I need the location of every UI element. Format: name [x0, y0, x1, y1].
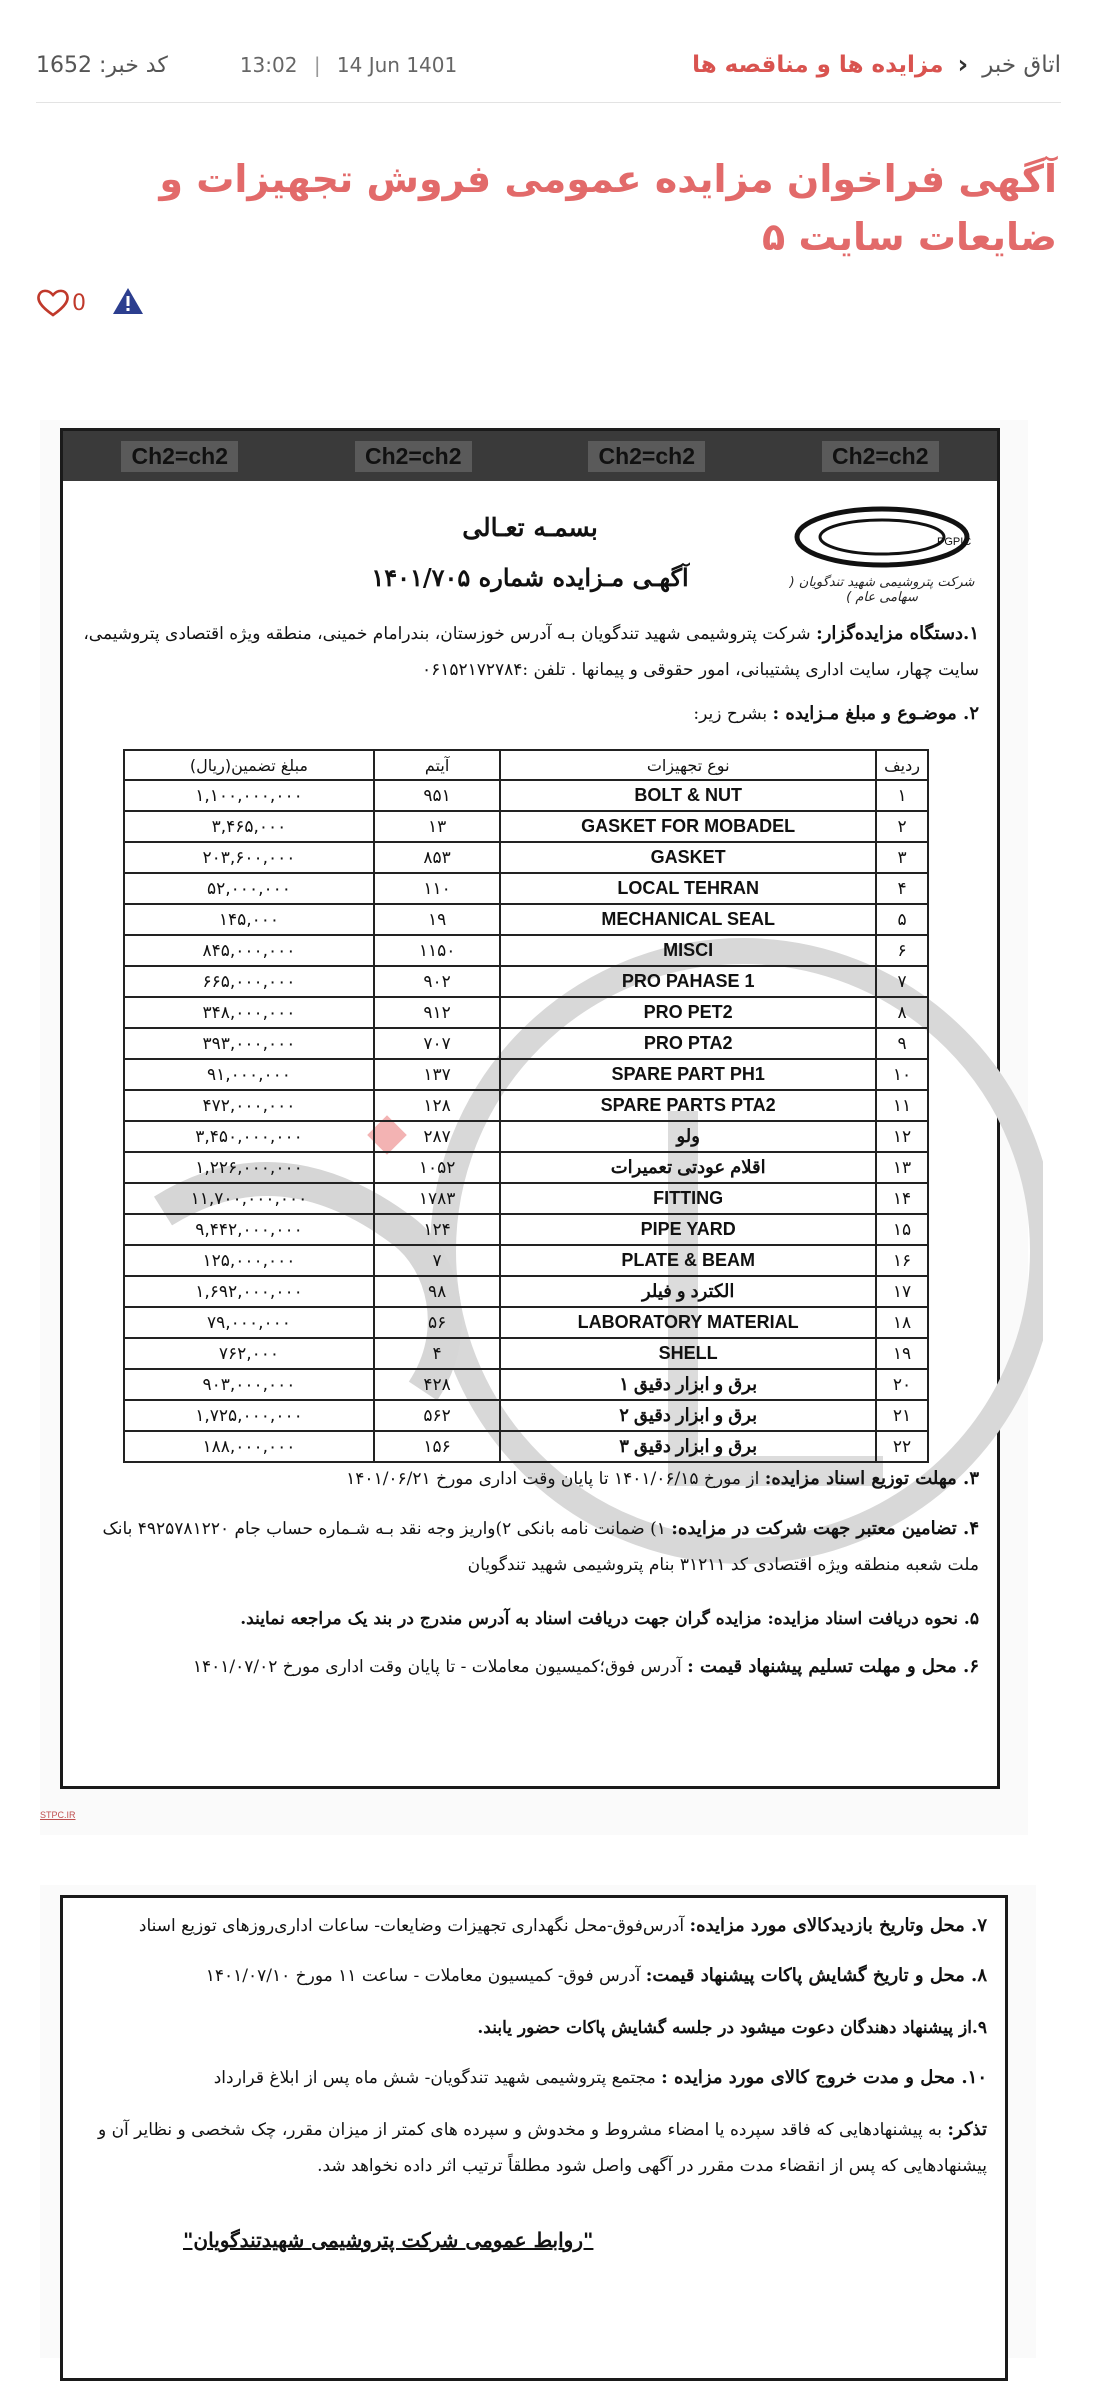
table-row	[124, 1121, 928, 1152]
item-count-cell: ۱۰۵۲	[374, 1152, 500, 1183]
clause-10-text: مجتمع پتروشیمی شهید تندگویان- شش ماه پس از ابلاغ قرارداد	[213, 2068, 662, 2088]
logo-abbr: PGPIC	[937, 536, 972, 548]
guarantee-amount-cell: ۱۱,۷۰۰,۰۰۰,۰۰۰	[124, 1183, 374, 1214]
report-button[interactable]	[112, 286, 144, 320]
item-count-cell: ۷۰۷	[374, 1028, 500, 1059]
signature: "روابط عمومی شرکت پتروشیمی شهیدتندگویان"	[183, 2228, 594, 2252]
news-id-value: 1652	[36, 52, 92, 78]
table-row	[124, 1090, 928, 1121]
guarantee-amount-cell: ۳۴۸,۰۰۰,۰۰۰	[124, 997, 374, 1028]
clause-8-label: ۸. محل و تاریخ گشایش پاکات پیشنهاد قیمت:	[645, 1965, 987, 1986]
basmala-heading: بسمـه تعـالی	[462, 513, 598, 542]
row-number-cell: ۱۵	[876, 1214, 928, 1245]
article-actions	[36, 286, 144, 320]
row-number-cell: ۱۰	[876, 1059, 928, 1090]
clause-1-label: ۱.دستگاه مزایده‌گزار:	[816, 623, 979, 644]
header-row-number: ردیف	[876, 750, 928, 780]
table-row	[124, 1214, 928, 1245]
document-frame	[60, 428, 1000, 1789]
header-guarantee-amount: مبلغ تضمین(ریال)	[124, 750, 374, 780]
guarantee-amount-cell: ۱,۷۲۵,۰۰۰,۰۰۰	[124, 1400, 374, 1431]
row-number-cell: ۱	[876, 780, 928, 811]
note-text: به پیشنهادهایی که فاقد سپرده یا امضاء مشروط و مخدوش و سپرده های کمتر از میزان مقرر، چک شخصی و نظایر آن و پیشنهادهایی که پس از انقضاء مدت مقرر در آگهی واصل شود مطلقاً ترتیب اثر داده نخواهد شد.	[97, 2120, 987, 2176]
article-title: آگهی فراخوان مزایده عمومی فروش تجهیزات و ضایعات سایت ۵	[159, 157, 1057, 259]
warning-icon	[112, 286, 144, 316]
clause-10	[81, 2060, 987, 2096]
item-count-cell: ۱۹	[374, 904, 500, 935]
equipment-name-cell: SPARE PARTS PTA2	[500, 1090, 876, 1121]
clause-8	[81, 1958, 987, 1994]
table-row	[124, 966, 928, 997]
items-table-wrap	[123, 749, 929, 1463]
equipment-name-cell: GASKET	[500, 842, 876, 873]
item-count-cell: ۹۱۲	[374, 997, 500, 1028]
row-number-cell: ۹	[876, 1028, 928, 1059]
clause-4-label: ۴. تضامین معتبر جهت شرکت در مزایده:	[671, 1518, 979, 1539]
equipment-name-cell: MISCI	[500, 935, 876, 966]
row-number-cell: ۶	[876, 935, 928, 966]
table-row	[124, 1338, 928, 1369]
equipment-name-cell: LOCAL TEHRAN	[500, 873, 876, 904]
guarantee-amount-cell: ۱,۱۰۰,۰۰۰,۰۰۰	[124, 780, 374, 811]
equipment-name-cell: BOLT & NUT	[500, 780, 876, 811]
items-table	[123, 749, 929, 1463]
equipment-name-cell: PIPE YARD	[500, 1214, 876, 1245]
row-number-cell: ۱۴	[876, 1183, 928, 1214]
row-number-cell: ۲۰	[876, 1369, 928, 1400]
item-count-cell: ۱۲۴	[374, 1214, 500, 1245]
clause-6-text: آدرس فوق؛کمیسیون معاملات - تا پایان وقت اداری مورخ ۱۴۰۱/۰۷/۰۲	[192, 1657, 688, 1677]
clause-7	[81, 1908, 987, 1944]
equipment-name-cell: LABORATORY MATERIAL	[500, 1307, 876, 1338]
clause-3-text: از مورخ ۱۴۰۱/۰۶/۱۵ تا پایان وقت اداری مورخ ۱۴۰۱/۰۶/۲۱	[346, 1469, 765, 1489]
table-row	[124, 935, 928, 966]
item-count-cell: ۴	[374, 1338, 500, 1369]
chevron-left-icon: ‹	[957, 50, 969, 80]
table-row	[124, 873, 928, 904]
notice-heading: آگهـی مـزایده شماره ۱۴۰۱/۷۰۵	[371, 563, 689, 592]
logo-caption: شرکت پتروشیمی شهید تندگویان ( سهامی عام )	[789, 575, 975, 605]
auction-notice-image-1	[40, 420, 1028, 1835]
breadcrumb	[692, 50, 1061, 80]
table-row	[124, 842, 928, 873]
equipment-name-cell: SHELL	[500, 1338, 876, 1369]
equipment-name-cell: PRO PET2	[500, 997, 876, 1028]
table-row	[124, 1183, 928, 1214]
publish-datetime	[240, 53, 457, 77]
item-count-cell: ۲۸۷	[374, 1121, 500, 1152]
table-row	[124, 997, 928, 1028]
table-row	[124, 780, 928, 811]
table-row	[124, 1431, 928, 1462]
row-number-cell: ۱۹	[876, 1338, 928, 1369]
item-count-cell: ۴۲۸	[374, 1369, 500, 1400]
clause-4-text: ۱) ضمانت نامه بانکی ۲)واریز وجه نقد بـه شـماره حساب جام ۴۹۲۵۷۸۱۲۲۰ بانک ملت شعبه منطقه ویژه اقتصادی کد ۳۱۲۱۱ بنام پتروشیمی شهید تندگویان	[102, 1519, 979, 1575]
equipment-name-cell: برق و ابزار دقیق ۲	[500, 1400, 876, 1431]
top-bar	[36, 40, 1061, 90]
header-item: آیتم	[374, 750, 500, 780]
article-meta	[36, 53, 457, 78]
table-row	[124, 904, 928, 935]
table-row	[124, 1307, 928, 1338]
row-number-cell: ۱۷	[876, 1276, 928, 1307]
clause-4	[81, 1511, 979, 1583]
ch-header-bar	[63, 431, 997, 481]
clause-7-text: آدرس‌فوق-محل نگهداری تجهیزات وضایعات- ساعات اداری‌روزهای توزیع اسناد	[138, 1916, 690, 1936]
like-button[interactable]	[36, 288, 86, 318]
header-equipment-type: نوع تجهیزات	[500, 750, 876, 780]
clause-7-label: ۷. محل وتاریخ بازدیدکالای مورد مزایده:	[689, 1915, 987, 1936]
item-count-cell: ۸۵۳	[374, 842, 500, 873]
table-row	[124, 1276, 928, 1307]
guarantee-amount-cell: ۸۴۵,۰۰۰,۰۰۰	[124, 935, 374, 966]
item-count-cell: ۵۶	[374, 1307, 500, 1338]
guarantee-amount-cell: ۴۷۲,۰۰۰,۰۰۰	[124, 1090, 374, 1121]
guarantee-amount-cell: ۷۶۲,۰۰۰	[124, 1338, 374, 1369]
clause-5: ۵. نحوه دریافت اسناد مزایده: مزایده گران جهت دریافت اسناد به آدرس مندرج در بند یک مراجعه نمایند.	[240, 1609, 979, 1629]
row-number-cell: ۲	[876, 811, 928, 842]
guarantee-amount-cell: ۳,۴۵۰,۰۰۰,۰۰۰	[124, 1121, 374, 1152]
clause-6-label: ۶. محل و مهلت تسلیم پیشنهاد قیمت :	[687, 1656, 979, 1677]
table-row	[124, 1059, 928, 1090]
clause-6	[81, 1649, 979, 1685]
row-number-cell: ۱۱	[876, 1090, 928, 1121]
breadcrumb-category-link[interactable]: مزایده ها و مناقصه ها	[692, 52, 944, 78]
equipment-name-cell: اقلام عودتی تعمیرات	[500, 1152, 876, 1183]
guarantee-amount-cell: ۱۴۵,۰۰۰	[124, 904, 374, 935]
like-count: 0	[72, 290, 86, 316]
row-number-cell: ۳	[876, 842, 928, 873]
guarantee-amount-cell: ۶۶۵,۰۰۰,۰۰۰	[124, 966, 374, 997]
auction-notice-image-2	[40, 1885, 1036, 2358]
item-count-cell: ۹۵۱	[374, 780, 500, 811]
item-count-cell: ۱۳۷	[374, 1059, 500, 1090]
item-count-cell: ۵۶۲	[374, 1400, 500, 1431]
row-number-cell: ۴	[876, 873, 928, 904]
clause-3	[81, 1461, 979, 1497]
document-frame	[60, 1895, 1008, 2381]
ch-label: Ch2=ch2	[355, 441, 472, 472]
item-count-cell: ۱۵۶	[374, 1431, 500, 1462]
guarantee-amount-cell: ۷۹,۰۰۰,۰۰۰	[124, 1307, 374, 1338]
clause-3-label: ۳. مهلت توزیع اسناد مزایده:	[764, 1468, 979, 1489]
ch-label: Ch2=ch2	[822, 441, 939, 472]
guarantee-amount-cell: ۹,۴۴۲,۰۰۰,۰۰۰	[124, 1214, 374, 1245]
equipment-name-cell: PRO PTA2	[500, 1028, 876, 1059]
row-number-cell: ۵	[876, 904, 928, 935]
clause-9: ۹.از پیشنهاد دهندگان دعوت میشود در جلسه گشایش پاکات حضور یابند.	[477, 2018, 987, 2038]
item-count-cell: ۱۳	[374, 811, 500, 842]
clause-1-text: شرکت پتروشیمی شهید تندگویان بـه آدرس خوزستان، بندرامام خمینی، منطقه ویژه اقتصادی پتروشیمی، سایت چهار، سایت اداری پشتیبانی، امور حقوقی و پیمانها . تلفن :۰۶۱۵۲۱۷۲۷۸۴	[83, 624, 979, 680]
table-row	[124, 811, 928, 842]
guarantee-amount-cell: ۳۹۳,۰۰۰,۰۰۰	[124, 1028, 374, 1059]
item-count-cell: ۱۱۵۰	[374, 935, 500, 966]
equipment-name-cell: PRO PAHASE 1	[500, 966, 876, 997]
equipment-name-cell: برق و ابزار دقیق ۱	[500, 1369, 876, 1400]
equipment-name-cell: GASKET FOR MOBADEL	[500, 811, 876, 842]
publish-time: 13:02	[239, 53, 298, 77]
clause-1	[81, 616, 979, 688]
breadcrumb-home-link[interactable]: اتاق خبر	[982, 52, 1061, 78]
equipment-name-cell: برق و ابزار دقیق ۳	[500, 1431, 876, 1462]
news-id-label: کد خبر:	[99, 52, 168, 78]
row-number-cell: ۲۱	[876, 1400, 928, 1431]
row-number-cell: ۱۲	[876, 1121, 928, 1152]
heart-icon	[36, 288, 70, 318]
item-count-cell: ۹۸	[374, 1276, 500, 1307]
ch-label: Ch2=ch2	[121, 441, 238, 472]
source-watermark: STPC.IR	[40, 1810, 76, 1820]
equipment-name-cell: MECHANICAL SEAL	[500, 904, 876, 935]
guarantee-amount-cell: ۱,۶۹۲,۰۰۰,۰۰۰	[124, 1276, 374, 1307]
clause-10-label: ۱۰. محل و مدت خروج کالای مورد مزایده :	[661, 2067, 987, 2088]
guarantee-amount-cell: ۳,۴۶۵,۰۰۰	[124, 811, 374, 842]
clause-2-text: بشرح زیر:	[693, 704, 773, 724]
note-label: تذکر:	[947, 2119, 987, 2140]
row-number-cell: ۷	[876, 966, 928, 997]
guarantee-amount-cell: ۹۰۳,۰۰۰,۰۰۰	[124, 1369, 374, 1400]
guarantee-amount-cell: ۹۱,۰۰۰,۰۰۰	[124, 1059, 374, 1090]
clause-8-text: آدرس فوق- کمیسیون معاملات - ساعت ۱۱ مورخ ۱۴۰۱/۰۷/۱۰	[205, 1966, 646, 1986]
guarantee-amount-cell: ۱۲۵,۰۰۰,۰۰۰	[124, 1245, 374, 1276]
guarantee-amount-cell: ۵۲,۰۰۰,۰۰۰	[124, 873, 374, 904]
company-logo	[787, 501, 977, 605]
equipment-name-cell: SPARE PART PH1	[500, 1059, 876, 1090]
item-count-cell: ۱۱۰	[374, 873, 500, 904]
table-row	[124, 1245, 928, 1276]
table-row	[124, 1152, 928, 1183]
pgpic-logo-icon	[787, 501, 977, 571]
header-divider	[36, 102, 1061, 103]
guarantee-amount-cell: ۲۰۳,۶۰۰,۰۰۰	[124, 842, 374, 873]
row-number-cell: ۱۶	[876, 1245, 928, 1276]
ch-label: Ch2=ch2	[588, 441, 705, 472]
table-header-row	[124, 750, 928, 780]
item-count-cell: ۱۷۸۳	[374, 1183, 500, 1214]
equipment-name-cell: الکترد و فیلر	[500, 1276, 876, 1307]
equipment-name-cell: PLATE & BEAM	[500, 1245, 876, 1276]
item-count-cell: ۷	[374, 1245, 500, 1276]
guarantee-amount-cell: ۱۸۸,۰۰۰,۰۰۰	[124, 1431, 374, 1462]
clause-2	[81, 696, 979, 732]
news-id	[36, 53, 168, 78]
item-count-cell: ۹۰۲	[374, 966, 500, 997]
row-number-cell: ۱۸	[876, 1307, 928, 1338]
row-number-cell: ۲۲	[876, 1431, 928, 1462]
equipment-name-cell: ولو	[500, 1121, 876, 1152]
equipment-name-cell: FITTING	[500, 1183, 876, 1214]
item-count-cell: ۱۲۸	[374, 1090, 500, 1121]
table-row	[124, 1400, 928, 1431]
meta-separator: |	[313, 53, 321, 77]
note-clause	[81, 2112, 987, 2184]
clause-2-label: ۲. موضـوع و مبلغ مـزایده :	[772, 703, 979, 724]
row-number-cell: ۸	[876, 997, 928, 1028]
row-number-cell: ۱۳	[876, 1152, 928, 1183]
publish-date: 14 Jun 1401	[336, 53, 458, 77]
table-row	[124, 1369, 928, 1400]
guarantee-amount-cell: ۱,۲۲۶,۰۰۰,۰۰۰	[124, 1152, 374, 1183]
table-row	[124, 1028, 928, 1059]
